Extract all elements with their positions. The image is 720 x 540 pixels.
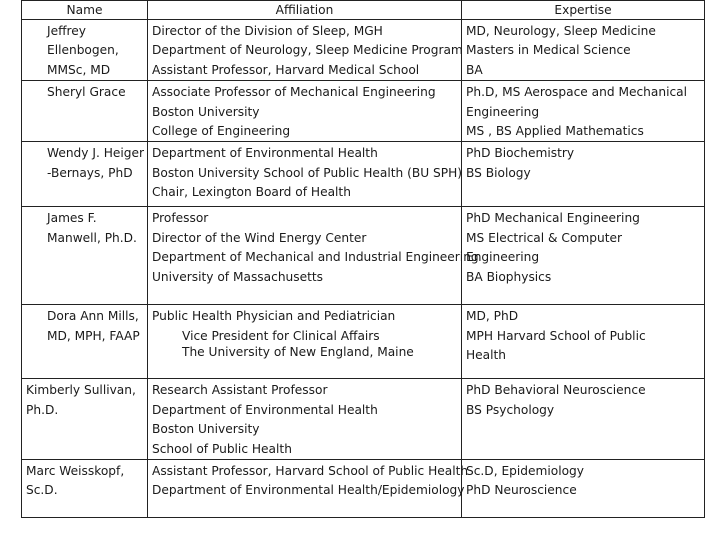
expertise-line: Engineering	[466, 104, 540, 119]
affiliation-cell	[148, 460, 469, 518]
expertise-line: PhD Biochemistry	[466, 146, 575, 161]
affiliation-line: School of Public Health	[152, 441, 292, 456]
name-line: Manwell, Ph.D.	[47, 230, 137, 245]
table-row	[22, 305, 705, 379]
expertise-line: MD, PhD	[466, 309, 519, 324]
expertise-cell	[462, 305, 705, 379]
name-cell	[22, 142, 148, 207]
name-line: Ellenbogen,	[47, 43, 119, 58]
affiliation-column-header: Affiliation	[148, 1, 462, 20]
name-cell	[22, 207, 148, 305]
name-line: Wendy J. Heiger	[47, 146, 145, 161]
affiliation-cell	[148, 81, 462, 142]
table-row	[22, 379, 705, 460]
affiliation-line: Research Assistant Professor	[152, 383, 328, 398]
affiliation-line: Associate Professor of Mechanical Engineering	[152, 85, 436, 100]
expertise-line: BA	[466, 62, 483, 77]
expertise-line: MS Electrical & Computer	[466, 230, 622, 245]
expertise-line: Masters in Medical Science	[466, 43, 631, 58]
affiliation-line: Department of Environmental Health	[152, 146, 378, 161]
name-line: Kimberly Sullivan,	[26, 383, 136, 398]
expertise-line: Sc.D, Epidemiology	[466, 464, 585, 479]
table-row	[22, 460, 705, 518]
expertise-column-header: Expertise	[462, 1, 705, 20]
expertise-line: BS Biology	[466, 165, 531, 180]
table-row	[22, 142, 705, 207]
name-cell	[22, 379, 148, 460]
expertise-line: MS , BS Applied Mathematics	[466, 124, 644, 139]
affiliation-line: Professor	[152, 211, 209, 226]
name-line: Marc Weisskopf,	[26, 464, 125, 479]
affiliation-line: College of Engineering	[152, 124, 291, 139]
affiliation-cell	[148, 379, 462, 460]
affiliation-line: Department of Environmental Health	[152, 402, 378, 417]
affiliation-cell	[148, 207, 479, 305]
affiliation-line: Public Health Physician and Pediatrician	[152, 309, 396, 324]
table-row	[22, 81, 705, 142]
expertise-cell	[462, 142, 705, 207]
expertise-line: BS Psychology	[466, 402, 555, 417]
expertise-line: MPH Harvard School of Public	[466, 328, 646, 343]
affiliation-line: Assistant Professor, Harvard Medical School	[152, 62, 420, 77]
expertise-line: Health	[466, 348, 507, 363]
name-line: MD, MPH, FAAP	[47, 328, 140, 343]
affiliation-cell	[148, 142, 462, 207]
name-line: Sc.D.	[26, 483, 58, 498]
affiliation-line: Vice President for Clinical Affairs	[182, 328, 380, 343]
table-row	[22, 20, 705, 81]
affiliation-line: University of Massachusetts	[152, 269, 324, 284]
affiliation-line: Director of the Division of Sleep, MGH	[152, 24, 383, 38]
affiliation-line: Department of Mechanical and Industrial Engineering	[152, 250, 479, 265]
expertise-cell	[462, 207, 705, 305]
expertise-line: PhD Neuroscience	[466, 483, 577, 498]
affiliation-line: Assistant Professor, Harvard School of Public Health	[152, 464, 469, 479]
name-line: Dora Ann Mills,	[47, 309, 139, 324]
affiliation-line: Boston University	[152, 422, 260, 437]
name-cell	[22, 305, 148, 379]
name-line: James F.	[47, 211, 97, 226]
affiliation-line: Department of Neurology, Sleep Medicine Program	[152, 43, 463, 58]
experts-table	[21, 0, 705, 518]
affiliation-line: Boston University	[152, 104, 260, 119]
expertise-line: PhD Behavioral Neuroscience	[466, 383, 646, 398]
expertise-cell	[462, 81, 705, 142]
name-cell	[22, 460, 148, 518]
expertise-cell	[462, 460, 705, 518]
name-line: Jeffrey	[47, 24, 86, 38]
expertise-line: Engineering	[466, 250, 540, 265]
name-cell	[22, 81, 148, 142]
affiliation-cell	[148, 305, 462, 379]
table-row	[22, 207, 705, 305]
affiliation-line: Department of Environmental Health/Epidemiology	[152, 483, 465, 498]
name-line: Sheryl Grace	[47, 85, 126, 100]
affiliation-line: The University of New England, Maine	[182, 345, 414, 360]
affiliation-line: Chair, Lexington Board of Health	[152, 185, 351, 200]
name-line: Ph.D.	[26, 402, 59, 417]
expertise-cell	[462, 379, 705, 460]
name-line: MMSc, MD	[47, 62, 111, 77]
name-cell	[22, 20, 148, 81]
affiliation-cell	[148, 20, 462, 81]
name-line: -Bernays, PhD	[47, 165, 133, 180]
affiliation-line: Boston University School of Public Health (BU SPH)	[152, 165, 463, 180]
name-column-header: Name	[22, 1, 148, 20]
expertise-line: MD, Neurology, Sleep Medicine	[466, 24, 656, 38]
affiliation-line: Director of the Wind Energy Center	[152, 230, 367, 245]
expertise-line: BA Biophysics	[466, 269, 552, 284]
expertise-line: Ph.D, MS Aerospace and Mechanical	[466, 85, 688, 100]
expertise-line: PhD Mechanical Engineering	[466, 211, 640, 226]
header-row	[22, 1, 705, 20]
expertise-cell	[462, 20, 705, 81]
